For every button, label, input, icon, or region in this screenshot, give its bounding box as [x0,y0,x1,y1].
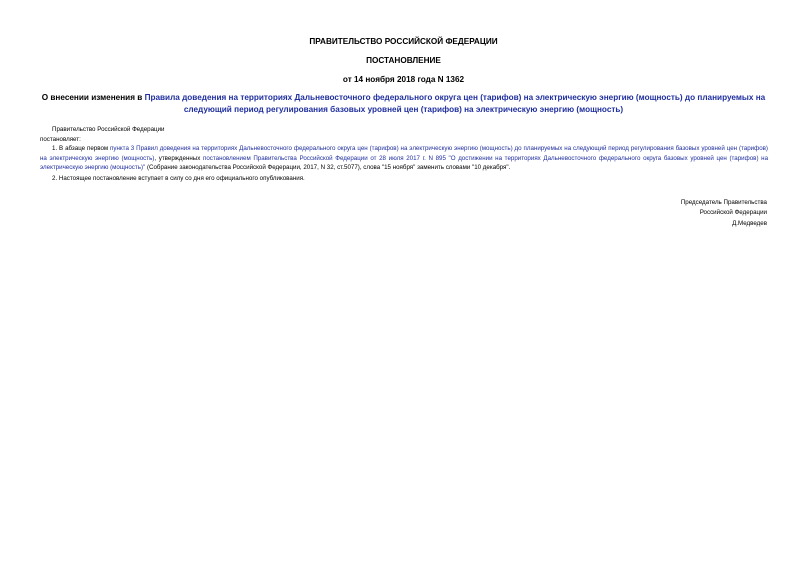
paragraph-1-start: 1. В абзаце первом [52,145,111,153]
document-title [40,92,767,116]
document-type-heading: ПОСТАНОВЛЕНИЕ [366,56,441,65]
title-rules-link[interactable]: Правила доведения на территориях Дальневосточного федерального округа цен (тарифов) на электрическую энергию (мощность) до планируемых на следующий период регулирования базовых уровней цен (тарифов) на электрическую энергию (мощность) [144,93,766,114]
document-body [40,125,768,184]
paragraph-1-end: (Собрание законодательства Российской Федерации, 2017, N 32, ст.5077), слова "15 ноября" заменить словами "10 декабря". [145,164,511,172]
date-number-heading: от 14 ноября 2018 года N 1362 [342,75,465,84]
resolution-895-link[interactable]: постановлением Правительства Российской Федерации от 28 июля 2017 г. N 895 "О достижении на территориях Дальневосточного федерального округа базовых уровней цен (тарифов) на электрическую энергию (мощность)" [40,154,769,172]
signature-name: Д.Медведев [732,219,767,227]
paragraph-2: 2. Настоящее постановление вступает в силу со дня его официального опубликования. [52,174,305,182]
title-prefix: О внесении изменения в [41,93,145,102]
rules-clause-link[interactable]: пункта 3 Правил доведения на территориях Дальневосточного федерального округа цен (тарифов) на электрическую энергию (мощность) до планируемых на следующий период регулирования базовых уровней цен (тарифов) на электрическую энергию (мощность) [40,145,768,162]
signature-position: Председатель Правительства [680,199,767,206]
paragraph-1-middle: , утвержденных [154,154,203,162]
paragraph-1 [40,144,768,173]
intro-resolves: постановляет: [40,135,81,143]
intro-government: Правительство Российской Федерации [52,126,165,133]
government-heading: ПРАВИТЕЛЬСТВО РОССИЙСКОЙ ФЕДЕРАЦИИ [309,37,498,46]
signature-country: Российской Федерации [699,209,767,217]
signature-block [681,198,767,229]
